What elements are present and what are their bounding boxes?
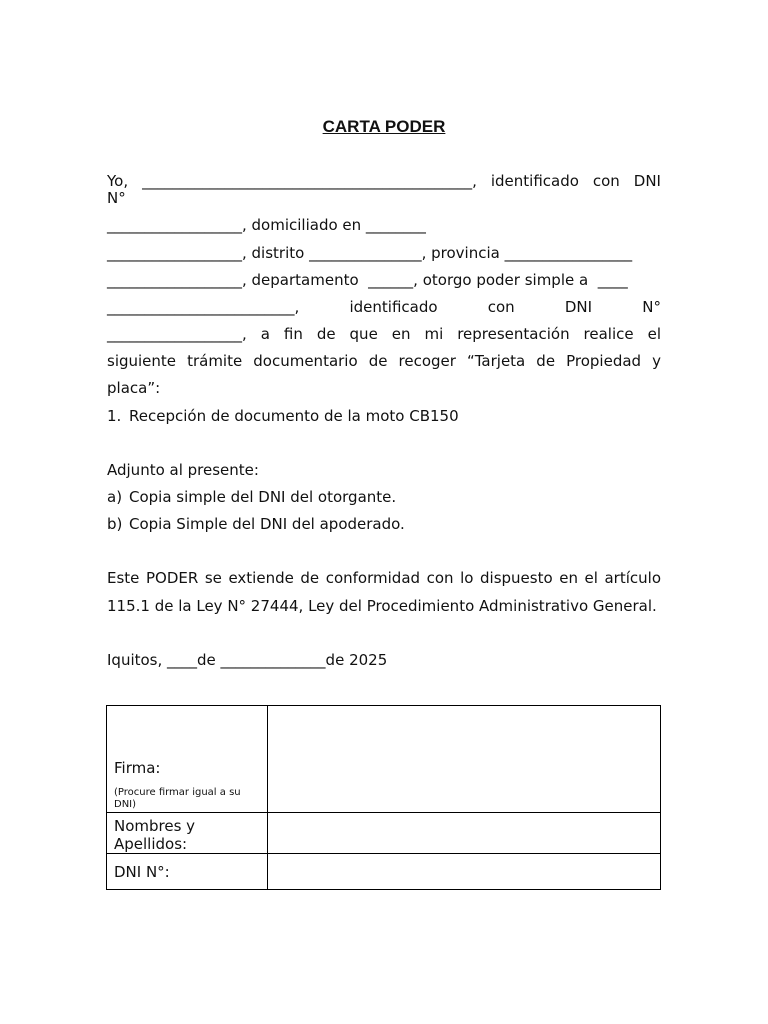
paragraph-line: N° xyxy=(107,189,126,207)
dni-label: DNI N°: xyxy=(114,862,170,881)
legal-line: Este PODER se extiende de conformidad con lo dispuesto en el artículo xyxy=(107,569,661,587)
dni-cell xyxy=(107,854,268,890)
item-marker: a) xyxy=(107,488,123,506)
nombres-label: Nombres y Apellidos: xyxy=(114,817,196,853)
paragraph-line: siguiente trámite documentario de recoger “Tarjeta de Propiedad y xyxy=(107,352,661,370)
attachments-label: Adjunto al presente: xyxy=(107,461,259,479)
numbered-item xyxy=(107,406,661,426)
paragraph-line: placa”: xyxy=(107,379,161,397)
item-marker: 1. xyxy=(107,407,122,425)
nombres-field xyxy=(268,813,661,854)
firma-cell xyxy=(107,706,268,813)
attachment-item xyxy=(107,487,661,507)
item-text: Recepción de documento de la moto CB150 xyxy=(129,407,459,425)
item-marker: b) xyxy=(107,515,123,533)
paragraph-line: _________________________, identificado con DNI N° xyxy=(107,298,661,316)
nombres-cell xyxy=(107,813,268,854)
item-text: Copia Simple del DNI del apoderado. xyxy=(129,515,405,533)
paragraph-line: __________________, distrito _______________, provincia _________________ xyxy=(107,244,633,262)
legal-line: 115.1 de la Ley N° 27444, Ley del Procedimiento Administrativo General. xyxy=(107,597,657,615)
signature-table xyxy=(106,705,661,890)
paragraph-line: __________________, a fin de que en mi representación realice el xyxy=(107,325,661,343)
document-title: CARTA PODER xyxy=(322,117,446,136)
firma-note: (Procure firmar igual a su DNI) xyxy=(114,787,241,810)
paragraph-line: __________________, departamento ______, otorgo poder simple a ____ xyxy=(107,271,628,289)
place-date: Iquitos, ____de ______________de 2025 xyxy=(107,651,388,669)
paragraph-line: Yo, ____________________________________________, identificado con DNI xyxy=(107,172,661,190)
firma-label: Firma: xyxy=(114,759,161,777)
firma-field xyxy=(268,706,661,813)
attachment-item xyxy=(107,514,661,534)
dni-field xyxy=(268,854,661,890)
item-text: Copia simple del DNI del otorgante. xyxy=(129,488,397,506)
paragraph-line: __________________, domiciliado en ________ xyxy=(107,216,426,234)
